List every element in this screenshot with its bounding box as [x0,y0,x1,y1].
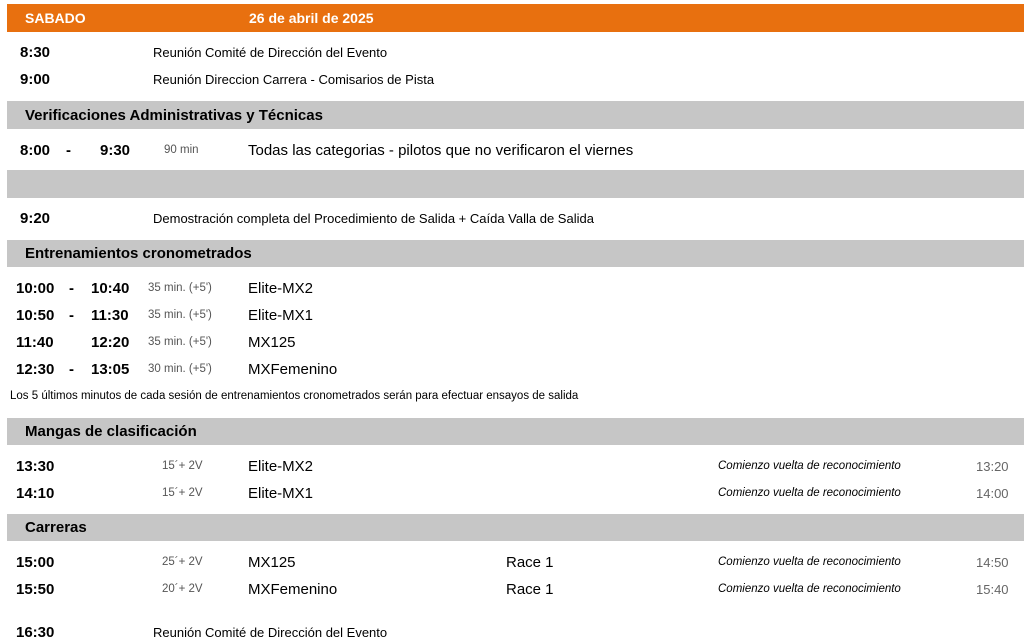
race-duration: 25´+ 2V [162,556,203,568]
training-end-time: 11:30 [91,307,129,324]
training-category: MX125 [248,334,296,351]
training-start-time: 11:40 [16,334,54,351]
training-separator: - [69,361,74,378]
verif-separator: - [66,142,71,159]
race-label: Race 1 [506,554,554,571]
section-entrenamientos [7,240,1024,267]
demo-desc: Demostración completa del Procedimiento de Salida + Caída Valla de Salida [153,211,594,226]
race-reco-time: 14:50 [976,555,1009,570]
training-end-time: 10:40 [91,280,130,297]
section-title: Carreras [25,519,87,536]
race-category: MX125 [248,554,296,571]
section-title: Mangas de clasificación [25,423,197,440]
opening-time-2: 9:00 [20,71,51,88]
heat-duration: 15´+ 2V [162,460,203,472]
training-start-time: 10:00 [16,280,55,297]
section-verificaciones [7,101,1024,129]
heat-time: 14:10 [16,485,55,502]
heat-category: Elite-MX1 [248,485,314,502]
heat-reco-time: 14:00 [976,486,1009,501]
date-label: 26 de abril de 2025 [249,10,374,26]
section-title: Entrenamientos cronometrados [25,245,252,262]
training-category: Elite-MX1 [248,307,314,324]
heat-duration: 15´+ 2V [162,487,203,499]
empty-section-bar [7,170,1024,198]
training-category: Elite-MX2 [248,280,314,297]
opening-time-1: 8:30 [20,44,51,61]
training-separator: - [69,307,74,324]
training-duration: 35 min. (+5') [148,336,212,348]
opening-desc-2: Reunión Direccion Carrera - Comisarios de Pista [153,72,435,87]
training-end-time: 12:20 [91,334,130,351]
verif-description: Todas las categorias - pilotos que no verificaron el viernes [248,142,634,159]
heat-reco-time: 13:20 [976,459,1009,474]
verif-start-time: 8:00 [20,142,51,159]
section-title: Verificaciones Administrativas y Técnicas [25,107,323,124]
opening-desc-1: Reunión Comité de Dirección del Evento [153,45,388,60]
closing-desc: Reunión Comité de Dirección del Evento [153,625,388,640]
verif-duration: 90 min [164,144,199,156]
race-duration: 20´+ 2V [162,583,203,595]
training-duration: 35 min. (+5') [148,309,212,321]
heat-reco-label: Comienzo vuelta de reconocimiento [718,487,901,499]
section-mangas [7,418,1024,445]
race-time: 15:50 [16,581,55,598]
training-duration: 30 min. (+5') [148,363,212,375]
demo-time: 9:20 [20,210,51,227]
training-category: MXFemenino [248,361,338,378]
closing-time: 16:30 [16,624,55,641]
race-reco-label: Comienzo vuelta de reconocimiento [718,556,901,568]
day-label: SABADO [25,10,86,26]
race-reco-time: 15:40 [976,582,1009,597]
verif-end-time: 9:30 [100,142,131,159]
training-start-time: 12:30 [16,361,55,378]
race-reco-label: Comienzo vuelta de reconocimiento [718,583,901,595]
training-end-time: 13:05 [91,361,130,378]
heat-time: 13:30 [16,458,55,475]
training-separator: - [69,280,74,297]
race-time: 15:00 [16,554,55,571]
training-start-time: 10:50 [16,307,55,324]
training-note: Los 5 últimos minutos de cada sesión de entrenamientos cronometrados serán para efectuar ensayos de salida [10,390,579,402]
day-header-bar [7,4,1024,32]
heat-reco-label: Comienzo vuelta de reconocimiento [718,460,901,472]
race-category: MXFemenino [248,581,338,598]
heat-category: Elite-MX2 [248,458,314,475]
section-carreras [7,514,1024,541]
race-label: Race 1 [506,581,554,598]
training-duration: 35 min. (+5') [148,282,212,294]
